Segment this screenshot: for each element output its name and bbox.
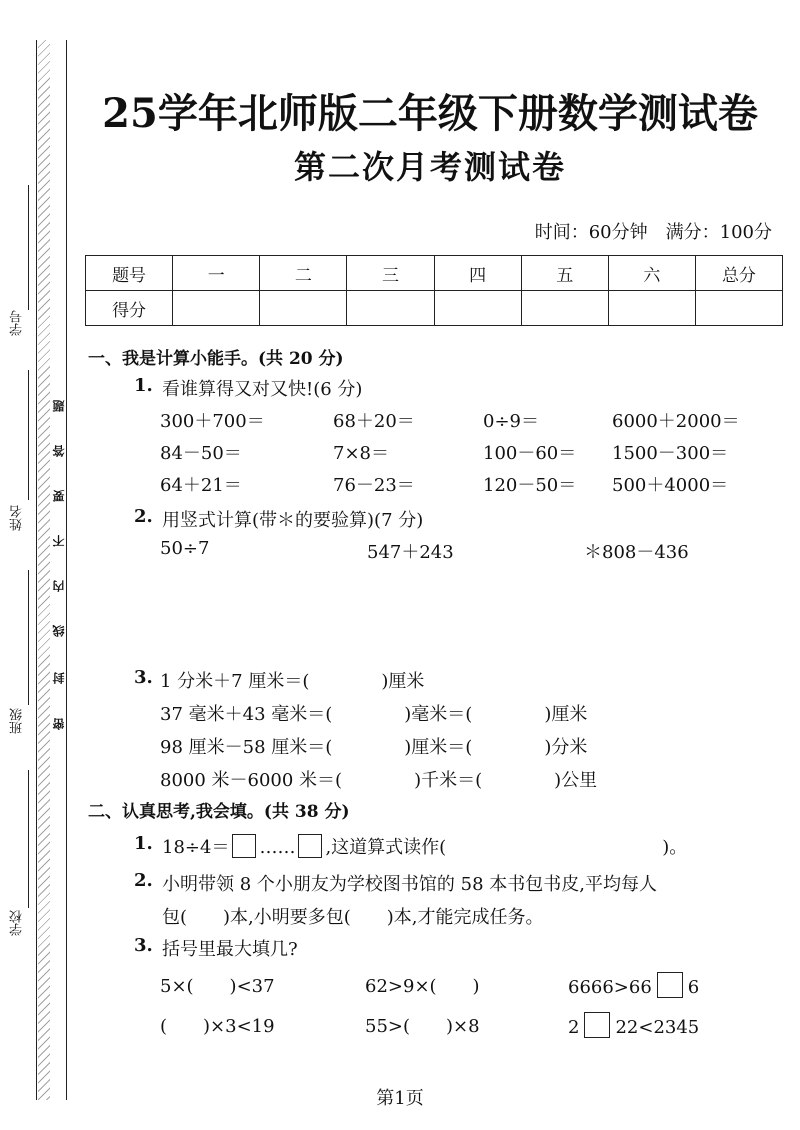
s1-q1-expr: 120－50＝ xyxy=(483,475,577,496)
field-name xyxy=(28,370,29,500)
s1-q1-expr: 300＋700＝ xyxy=(160,411,265,432)
s2-q3-expr xyxy=(568,972,699,998)
binding-line-outer xyxy=(36,40,37,1100)
s1-q3-line: 8000 米－6000 米＝( )千米＝( )公里 xyxy=(160,770,598,791)
s1-q1-expr: 7×8＝ xyxy=(333,443,389,464)
seal-char: 封 xyxy=(52,672,66,684)
score-table xyxy=(85,255,783,326)
s2-q3-expr-left: 2 xyxy=(568,1017,580,1038)
score-row-label: 得分 xyxy=(86,291,173,326)
s1-q1-expr: 0÷9＝ xyxy=(483,411,539,432)
s2-q1-dots: …… xyxy=(259,837,296,858)
field-school xyxy=(28,770,29,908)
score-cell[interactable] xyxy=(521,291,608,326)
s1-q1-expr: 84－50＝ xyxy=(160,443,242,464)
s1-q3-line: 1 分米＋7 厘米＝( )厘米 xyxy=(160,671,425,692)
s1-q3-line: 98 厘米－58 厘米＝( )厘米＝( )分米 xyxy=(160,737,588,758)
s2-q2-line: 小明带领 8 个小朋友为学校图书馆的 58 本书包书皮,平均每人 xyxy=(162,874,657,895)
seal-char: 答 xyxy=(52,445,66,457)
s1-q1-expr: 68＋20＝ xyxy=(333,411,415,432)
s1-q1-expr: 1500－300＝ xyxy=(612,443,729,464)
s1-q1-expr: 6000＋2000＝ xyxy=(612,411,740,432)
answer-box[interactable] xyxy=(232,834,256,858)
section-2-title: 二、认真思考,我会填。(共 38 分) xyxy=(88,802,350,822)
score-header-cell: 六 xyxy=(608,256,695,291)
seal-char: 不 xyxy=(52,535,66,547)
score-header-cell: 三 xyxy=(347,256,434,291)
s1-q1-expr: 500＋4000＝ xyxy=(612,475,729,496)
score-cell[interactable] xyxy=(695,291,782,326)
s1-q2-number: 2. xyxy=(134,506,153,527)
seal-char: 要 xyxy=(52,490,66,502)
s1-q1-expr: 76－23＝ xyxy=(333,475,415,496)
s1-q1-text: 看谁算得又对又快!(6 分) xyxy=(162,379,363,400)
s2-q3-text: 括号里最大填几? xyxy=(162,939,298,960)
s2-q1-read: ,这道算式读作( )。 xyxy=(325,837,688,858)
s2-q3-expr: 55>( )×8 xyxy=(365,1016,480,1037)
s2-q3-expr-right: 22<2345 xyxy=(615,1017,700,1038)
score-cell[interactable] xyxy=(608,291,695,326)
s1-q3-line: 37 毫米＋43 毫米＝( )毫米＝( )厘米 xyxy=(160,704,588,725)
s2-q3-expr xyxy=(568,1012,699,1038)
s1-q2-item: 547＋243 xyxy=(367,542,454,563)
score-header-cell: 二 xyxy=(260,256,347,291)
s2-q3-expr-left: 6666>66 xyxy=(568,977,652,998)
score-cell[interactable] xyxy=(260,291,347,326)
label-student-no: 学号 xyxy=(10,310,25,336)
exam-meta: 时间：60分钟 满分：100分 xyxy=(534,222,772,243)
answer-box[interactable] xyxy=(298,834,322,858)
s2-q3-expr: ( )×3<19 xyxy=(160,1016,275,1037)
field-class xyxy=(28,570,29,705)
page-subtitle: 第二次月考测试卷 xyxy=(293,148,566,186)
label-name: 姓名 xyxy=(10,505,25,531)
section-1-title: 一、我是计算小能手。(共 20 分) xyxy=(88,349,344,369)
s1-q3-number: 3. xyxy=(134,667,153,688)
score-header-cell: 一 xyxy=(173,256,260,291)
s2-q3-expr: 62>9×( ) xyxy=(365,976,480,997)
binding-line-inner xyxy=(66,40,67,1100)
s1-q1-number: 1. xyxy=(134,375,153,396)
s1-q1-expr: 64＋21＝ xyxy=(160,475,242,496)
page-title: 25学年北师版二年级下册数学测试卷 xyxy=(102,90,758,137)
seal-char: 内 xyxy=(52,580,66,592)
s2-q3-number: 3. xyxy=(134,935,153,956)
binding-hatch xyxy=(38,40,50,1100)
answer-box[interactable] xyxy=(584,1012,610,1038)
score-cell[interactable] xyxy=(173,291,260,326)
page-number: 第1页 xyxy=(376,1088,424,1109)
seal-char: 题 xyxy=(52,400,66,412)
s1-q2-text: 用竖式计算(带＊的要验算)(7 分) xyxy=(162,510,424,531)
s2-q2-line: 包( )本,小明要多包( )本,才能完成任务。 xyxy=(162,907,544,928)
s2-q1-number: 1. xyxy=(134,833,153,854)
score-row xyxy=(86,291,783,326)
s1-q1-expr: 100－60＝ xyxy=(483,443,577,464)
score-cell[interactable] xyxy=(347,291,434,326)
label-class: 班级 xyxy=(10,708,25,734)
score-header-cell: 四 xyxy=(434,256,521,291)
field-student-no xyxy=(28,185,29,310)
s1-q2-item: 50÷7 xyxy=(160,538,210,559)
score-header-cell: 题号 xyxy=(86,256,173,291)
score-header-cell: 五 xyxy=(521,256,608,291)
s2-q1-text xyxy=(162,833,687,859)
label-school: 学校 xyxy=(10,910,25,936)
s2-q2-number: 2. xyxy=(134,870,153,891)
seal-char: 线 xyxy=(52,625,66,637)
s2-q3-expr-right: 6 xyxy=(687,977,700,998)
seal-char: 密 xyxy=(52,718,66,730)
s2-q1-expr: 18÷4＝ xyxy=(162,837,230,858)
answer-box[interactable] xyxy=(657,972,683,998)
s2-q3-expr: 5×( )<37 xyxy=(160,976,275,997)
s1-q2-item: ＊808－436 xyxy=(584,542,689,563)
score-header-row xyxy=(86,256,783,291)
score-header-cell: 总分 xyxy=(695,256,782,291)
score-cell[interactable] xyxy=(434,291,521,326)
